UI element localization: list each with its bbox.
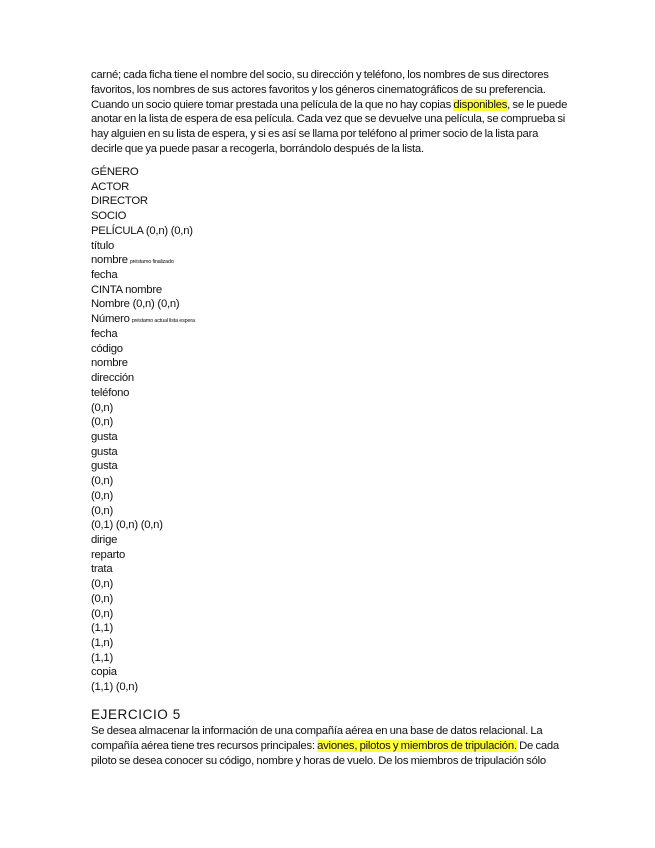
list-item: gusta — [91, 430, 118, 443]
list-item: título — [91, 239, 114, 252]
list-item: Nombre (0,n) (0,n) — [91, 298, 180, 311]
list-item: dirección — [91, 372, 134, 385]
list-item: fecha — [91, 269, 118, 282]
list-item: (0,n) — [91, 416, 113, 429]
list-item: (1,1) (0,n) — [91, 681, 138, 694]
list-item: (0,n) — [91, 475, 113, 488]
section-heading: EJERCICIO 5 — [91, 707, 181, 722]
list-item: SOCIO — [91, 210, 127, 223]
list-item: (0,n) — [91, 607, 113, 620]
list-item: fecha — [91, 327, 118, 340]
paragraph-ejercicio-5 — [91, 724, 569, 768]
paragraph-text: , se le puede anotar en la lista de espera de esa película. Cada vez que se devuelve una película, se comprueba si hay alguien en su lista de espera, y si es así se llama por teléfono al primer socio de la lista para decirle que ya puede pasar a recogerla, borrándolo después de la lista. — [91, 98, 568, 155]
highlighted-text: disponibles — [453, 98, 508, 111]
list-item: nombre — [91, 357, 128, 370]
list-item — [91, 253, 195, 268]
highlighted-text: aviones, pilotos y miembros de tripulación. — [317, 739, 517, 752]
list-item: copia — [91, 666, 117, 679]
list-item: (1,1) — [91, 651, 113, 664]
diagram-text-list — [91, 165, 195, 695]
list-item: GÉNERO — [91, 166, 139, 178]
list-item: código — [91, 342, 123, 355]
list-item: (1,1) — [91, 622, 113, 635]
list-item: trata — [91, 563, 113, 576]
paragraph-text: carné; cada ficha tiene el nombre del socio, su dirección y teléfono, los nombres de sus directores favoritos, los nombres de sus actores favoritos y los géneros cinematográficos de su preferencia. Cuando un socio quiere tomar prestada una película de la que no hay copias — [91, 69, 549, 111]
paragraph-text: Se desea almacenar la información de una compañía aérea en una base de datos relacional. La compañía aérea tiene tres recursos principales: — [91, 725, 543, 752]
list-item: gusta — [91, 445, 118, 458]
list-item: (0,1) (0,n) (0,n) — [91, 519, 163, 532]
tiny-label: préstamo actual lista espera — [131, 318, 195, 325]
paragraph-text: De cada piloto se desea conocer su código, nombre y horas de vuelo. De los miembros de tripulación sólo — [91, 739, 559, 767]
list-item — [91, 312, 195, 327]
list-item: PELÍCULA (0,n) (0,n) — [91, 224, 193, 237]
list-item: (0,n) — [91, 401, 113, 414]
list-item-text: Número — [91, 313, 130, 326]
list-item: (0,n) — [91, 504, 113, 517]
list-item: gusta — [91, 460, 118, 473]
list-item: (1,n) — [91, 637, 113, 649]
list-item: ACTOR — [91, 180, 130, 193]
list-item: dirige — [91, 533, 118, 546]
list-item: teléfono — [91, 386, 130, 399]
list-item: CINTA nombre — [91, 283, 162, 296]
list-item: reparto — [91, 548, 126, 561]
list-item-text: nombre — [91, 254, 128, 267]
list-item: (0,n) — [91, 489, 113, 502]
paragraph-socios — [91, 68, 569, 157]
tiny-label: préstamo finalizado — [129, 259, 174, 266]
list-item: (0,n) — [91, 592, 113, 605]
list-item: (0,n) — [91, 578, 113, 591]
list-item: DIRECTOR — [91, 195, 148, 208]
